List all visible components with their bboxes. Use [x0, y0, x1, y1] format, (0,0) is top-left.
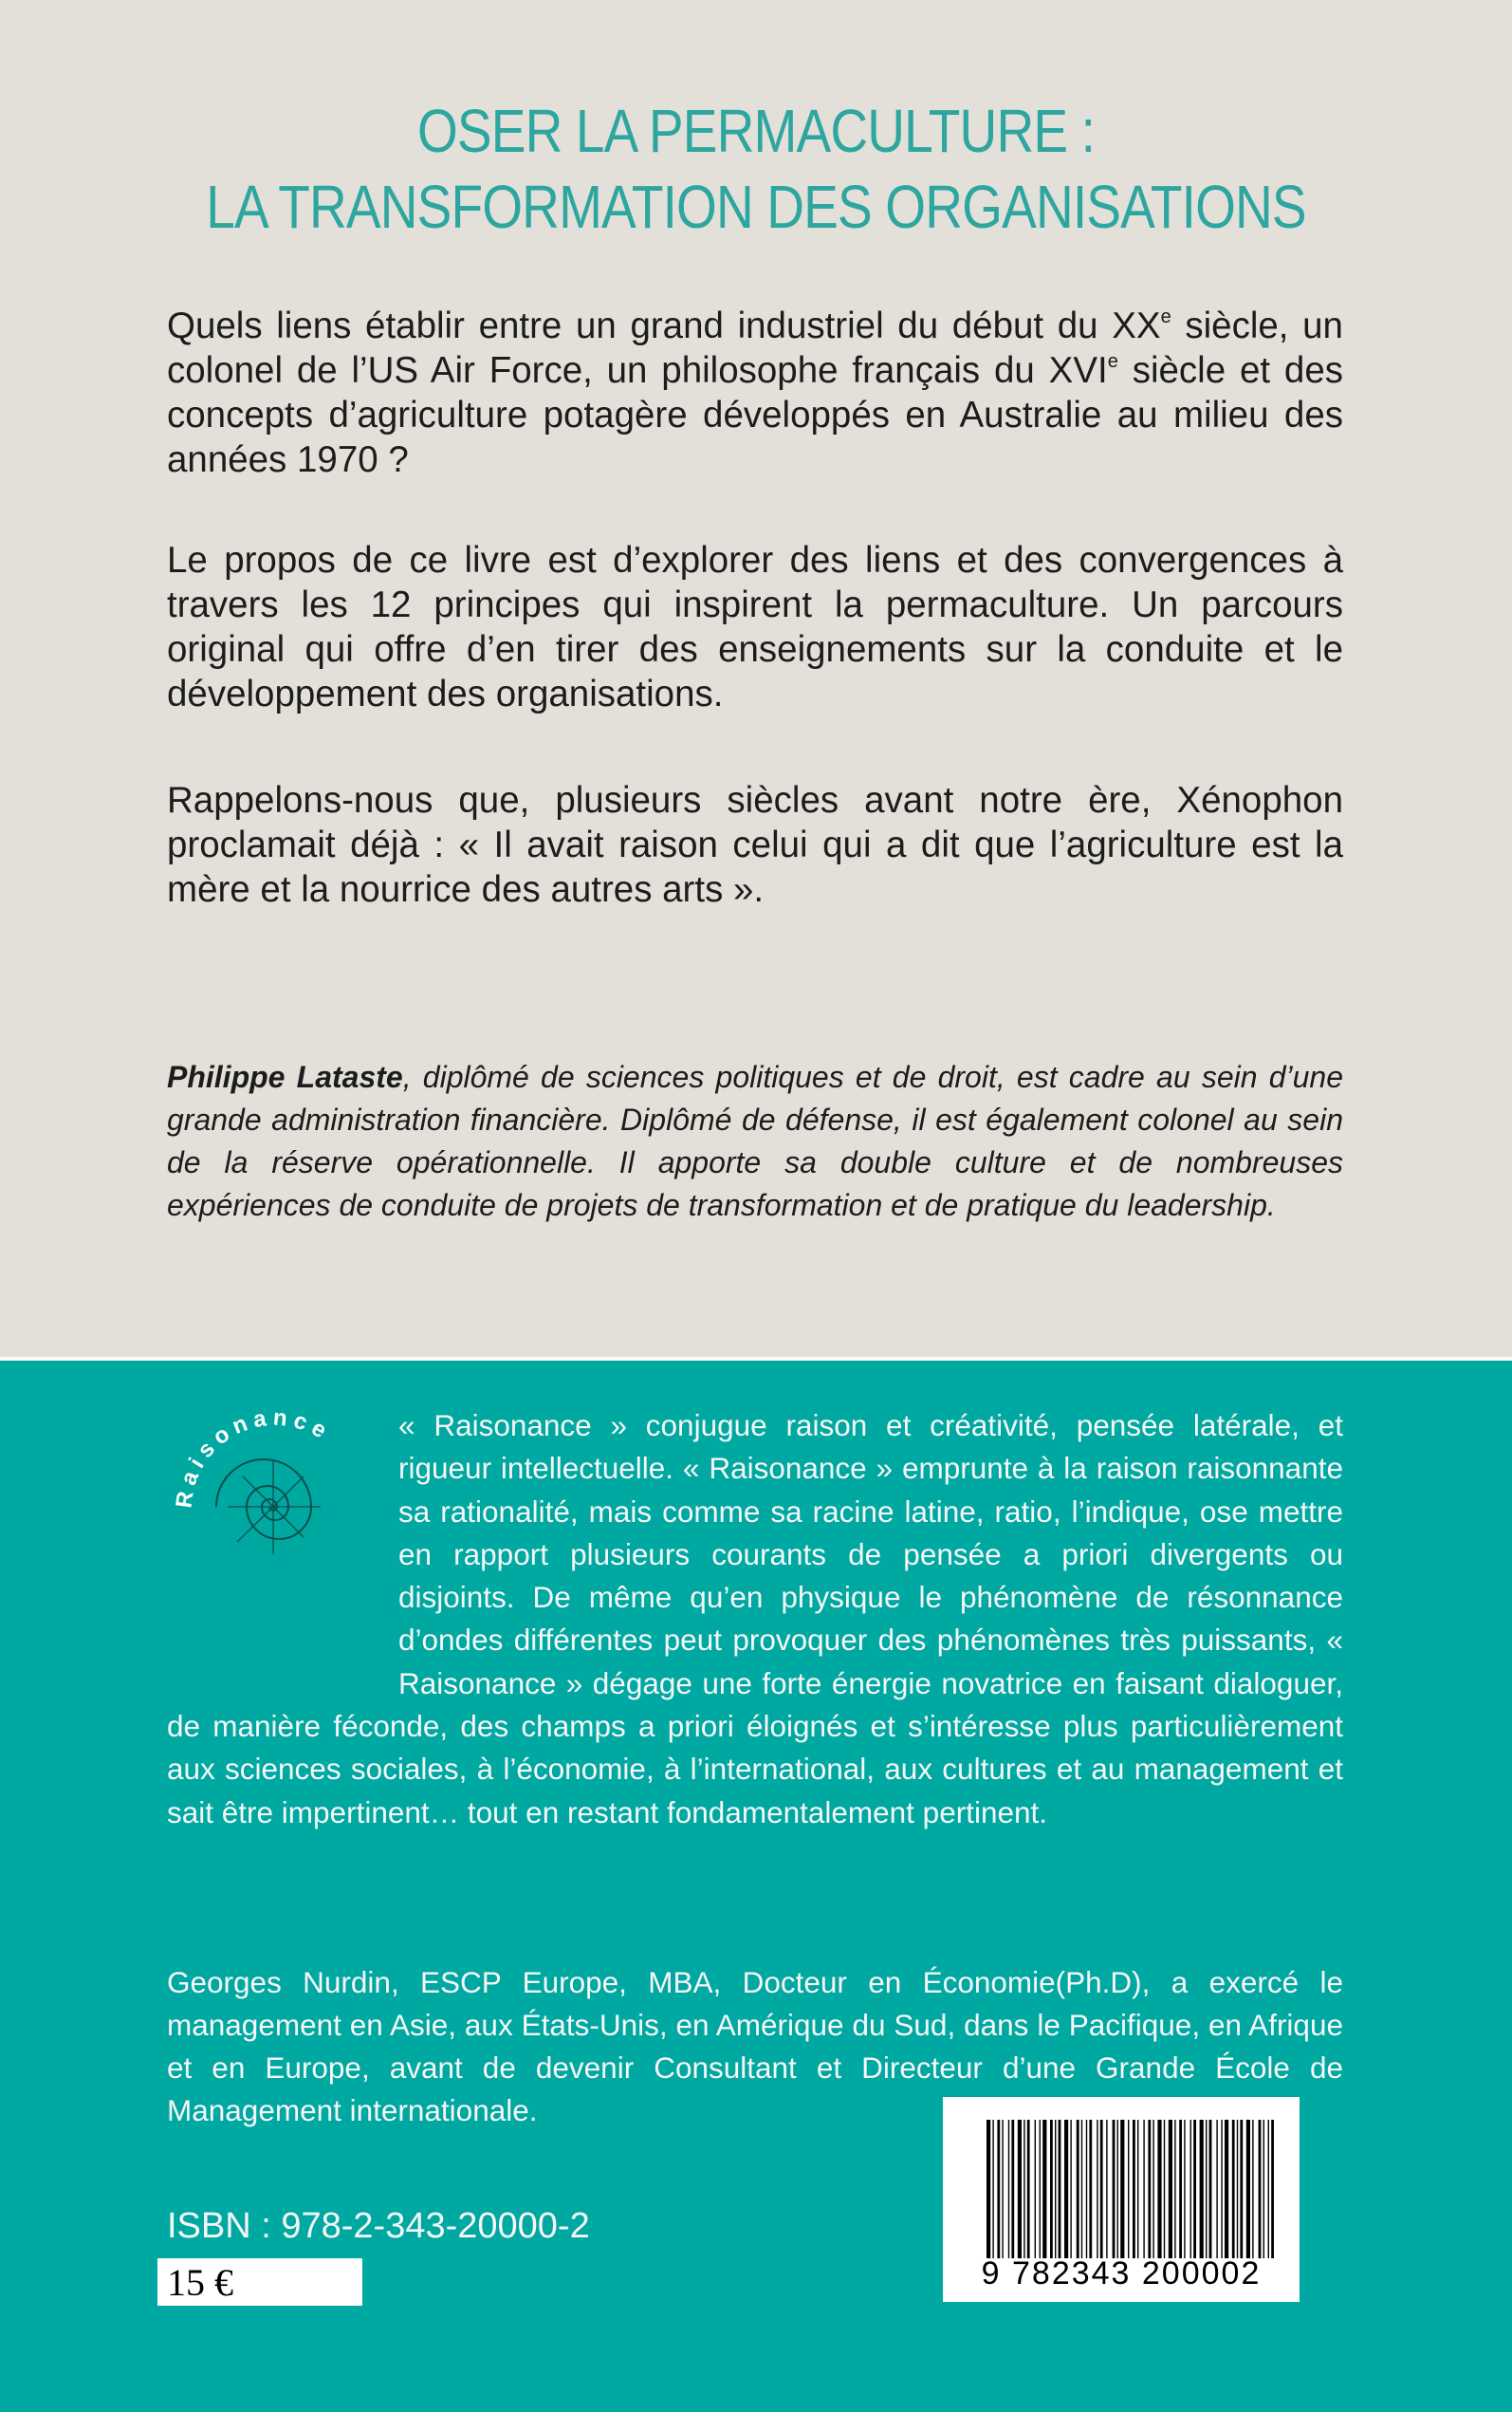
barcode-bar: [1184, 2120, 1185, 2258]
barcode-bar: [1117, 2120, 1118, 2258]
barcode-bar: [1089, 2120, 1092, 2258]
barcode-bar: [1023, 2120, 1024, 2258]
barcode-bar: [1018, 2120, 1022, 2258]
barcode-bar: [1143, 2120, 1144, 2258]
barcode-bar: [986, 2120, 990, 2258]
barcode-bar: [1240, 2120, 1243, 2258]
barcode-bar: [1002, 2120, 1003, 2258]
barcode-bar: [1100, 2120, 1103, 2258]
author-bio: [167, 1056, 1343, 1227]
blurb-paragraph-2: Le propos de ce livre est d’explorer des liens et des convergences à travers les 12 principes qui inspirent la permaculture. Un parcours original qui offre d’en tirer des enseignements sur la conduite et le développement des organisations.: [167, 540, 1343, 714]
barcode-bar: [1157, 2120, 1161, 2258]
series-director-bio: Georges Nurdin, ESCP Europe, MBA, Docteur en Économie(Ph.D), a exercé le management en Asie, aux États-Unis, en Amérique du Sud, dans le Pacifique, en Afrique et en Europe, avant de devenir Consultant et Directeur d’une Grande École de Management internationale.: [167, 1965, 1343, 2127]
barcode-bar: [1008, 2120, 1009, 2258]
barcode-bar: [1011, 2120, 1014, 2258]
isbn-label: ISBN : 978-2-343-20000-2: [167, 2206, 590, 2246]
barcode-bar: [1263, 2120, 1264, 2258]
barcode-bar: [1059, 2120, 1061, 2258]
barcode-bar: [1113, 2120, 1116, 2258]
barcode-bar: [1169, 2120, 1172, 2258]
barcode-bar: [1148, 2120, 1151, 2258]
barcode-bar: [1106, 2120, 1107, 2258]
barcode-bar: [1133, 2120, 1135, 2258]
barcode-bar: [1216, 2120, 1217, 2258]
barcode-bar: [1237, 2120, 1238, 2258]
barcode-bar: [1179, 2120, 1182, 2258]
barcode-bar: [1225, 2120, 1228, 2258]
barcode-bar: [1209, 2120, 1212, 2258]
author-bio-text: , diplômé de sciences politiques et de droit, est cadre au sein d’une grande administration financière. Diplômé de défense, il est également colonel au sein de la réserve opérationnelle. Il apporte sa double culture et de nombreuses expériences de conduite de projets de transformation et de pratique du leadership.: [167, 1060, 1344, 1222]
barcode-bar: [1077, 2120, 1079, 2258]
barcode-icon: [985, 2120, 1279, 2258]
barcode-bar: [1200, 2120, 1204, 2258]
barcode-bar: [1246, 2120, 1250, 2258]
logo-float-spacer: [167, 1404, 398, 1689]
barcode-bar: [1027, 2120, 1030, 2258]
barcode-bar: [1055, 2120, 1056, 2258]
barcode-bar: [1050, 2120, 1053, 2258]
barcode-bar: [1206, 2120, 1207, 2258]
author-name: Philippe Lataste: [167, 1060, 403, 1094]
barcode-bar: [1040, 2120, 1041, 2258]
barcode-bar: [1086, 2120, 1087, 2258]
series-description: « Raisonance » conjugue raison et créativité, pensée latérale, et rigueur intellectuelle. « Raisonance » emprunte à la raison raisonnante sa rationalité, mais comme sa racine latine, ratio, l’indique, ose mettre en rapport plusieurs courants de pensée a priori divergents ou disjoints. De même qu’en physique le phénomène de résonnance d’ondes différentes peut provoquer des phénomènes très puissants, « Raisonance » dégage une forte énergie novatrice en faisant dialoguer, de manière féconde, des champs a priori éloignés et s’intéresse plus particulièrement aux sciences sociales, à l’économie, à l’international, aux cultures et au management et sait être impertinent… tout en restant fondamentalement pertinent.: [167, 1404, 1343, 1834]
price-box: [157, 2258, 362, 2306]
blurb-paragraph-1: Quels liens établir entre un grand industriel du début du XXe siècle, un colonel de l’US Air Force, un philosophe français du XVIe siècle et des concepts d’agriculture potagère développés en Australie au milieu des années 1970 ?: [167, 306, 1343, 480]
barcode-bar: [1128, 2120, 1129, 2258]
logo-series-name: Raisonance: [171, 1404, 336, 1510]
barcode-bar: [1035, 2120, 1036, 2258]
barcode-bar: [1268, 2120, 1269, 2258]
title-line-1: OSER LA PERMACULTURE :: [416, 97, 1096, 165]
barcode-bar: [1081, 2120, 1082, 2258]
barcode-bar: [1190, 2120, 1191, 2258]
barcode-bar: [1164, 2120, 1165, 2258]
barcode-bar: [1152, 2120, 1153, 2258]
book-title: [0, 93, 1512, 245]
title-line-2: LA TRANSFORMATION DES ORGANISATIONS: [206, 173, 1306, 241]
price-label: 15 €: [167, 2261, 233, 2304]
barcode-box: [943, 2097, 1300, 2302]
barcode-bar: [1064, 2120, 1068, 2258]
barcode-bar: [1232, 2120, 1235, 2258]
barcode-bar: [1137, 2120, 1138, 2258]
barcode-bar: [1221, 2120, 1222, 2258]
barcode-bar: [1271, 2120, 1274, 2258]
barcode-digits: 9 782343 200002: [981, 2255, 1262, 2291]
barcode-bar: [1193, 2120, 1196, 2258]
barcode-bar: [1252, 2120, 1253, 2258]
barcode-bar: [1042, 2120, 1046, 2258]
barcode-bar: [992, 2120, 993, 2258]
barcode-bar: [1174, 2120, 1175, 2258]
barcode-bar: [1120, 2120, 1124, 2258]
barcode-bar: [1259, 2120, 1262, 2258]
blurb-paragraph-3: Rappelons-nous que, plusieurs siècles avant notre ère, Xénophon proclamait déjà : « Il avait raison celui qui a dit que l’agriculture est la mère et la nourrice des autres arts ».: [167, 780, 1343, 910]
barcode-bar: [1070, 2120, 1071, 2258]
barcode-bar: [997, 2120, 1000, 2258]
